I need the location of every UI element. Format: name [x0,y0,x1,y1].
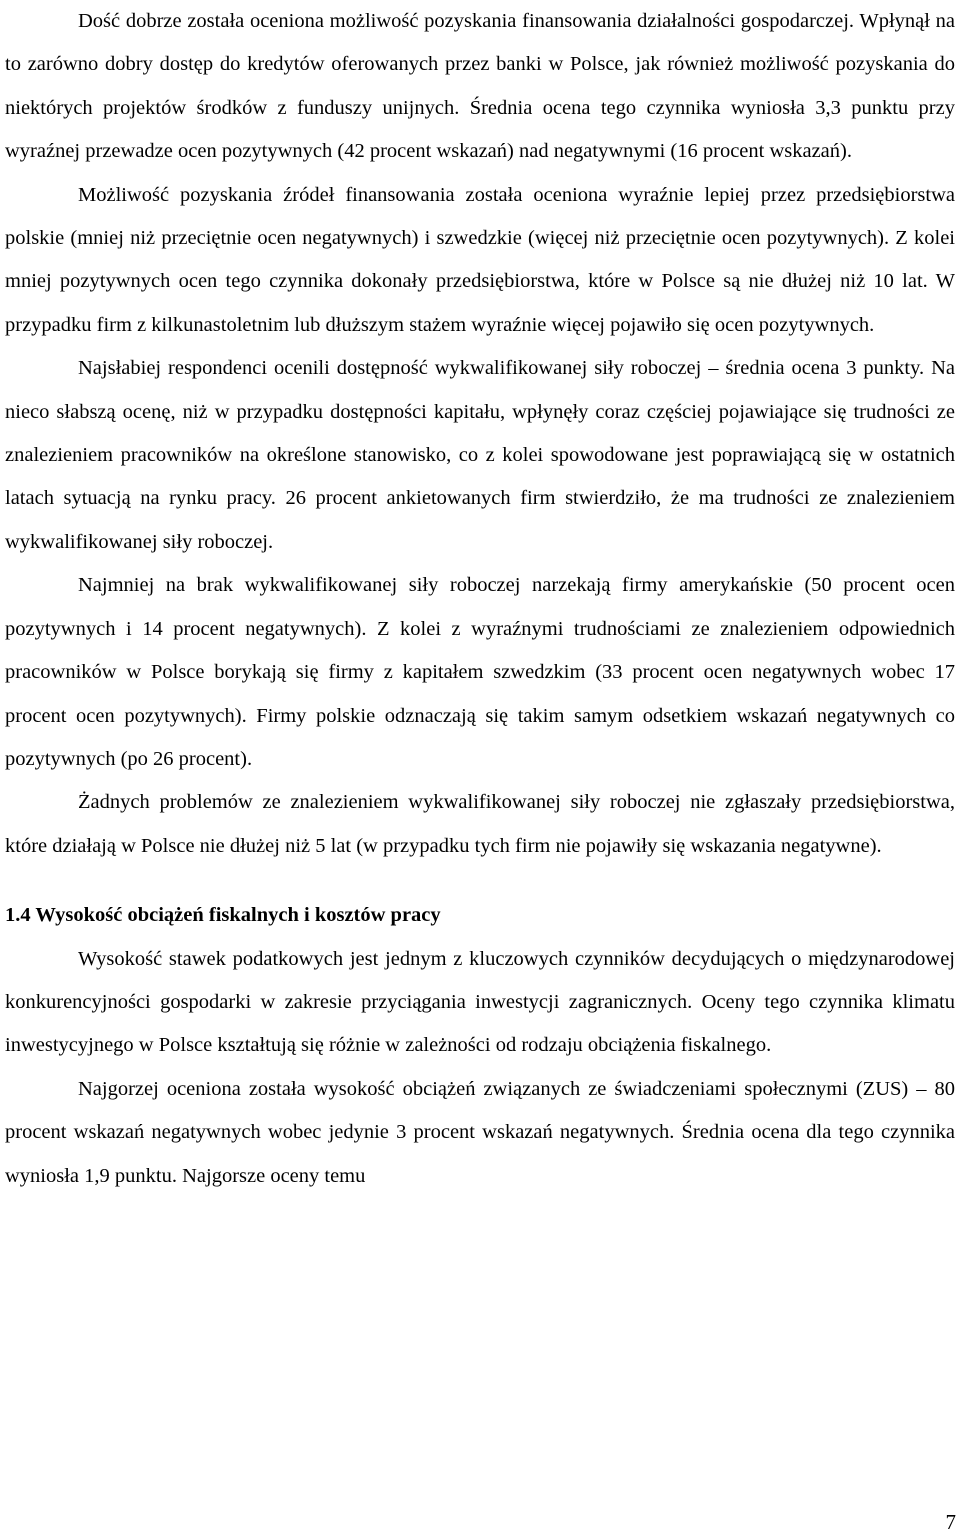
section-title: Wysokość obciążeń fiskalnych i kosztów pracy [35,904,441,927]
paragraph: Możliwość pozyskania źródeł finansowania została oceniona wyraźnie lepiej przez przedsiębiorstwa polskie (mniej niż przeciętnie ocen negatywnych) i szwedzkie (więcej niż przeciętnie ocen pozytywnych). Z kolei mniej pozytywnych ocen tego czynnika dokonały przedsiębiorstwa, które w Polsce są nie dłużej niż 10 lat. W przypadku firm z kilkunastoletnim lub dłuższym stażem wyraźnie więcej pojawiło się ocen pozytywnych. [5,183,955,336]
section-number: 1.4 [5,904,31,927]
document-page [5,0,955,1198]
paragraph: Żadnych problemów ze znalezieniem wykwalifikowanej siły roboczej nie zgłaszały przedsiębiorstwa, które działają w Polsce nie dłużej niż 5 lat (w przypadku tych firm nie pojawiły się wskazania negatywne). [5,791,955,857]
page-number: 7 [945,1510,956,1534]
paragraph: Najgorzej oceniona została wysokość obciążeń związanych ze świadczeniami społecznymi (ZUS) – 80 procent wskazań negatywnych wobec jedynie 3 procent wskazań negatywnych. Średnia ocena dla tego czynnika wyniosła 1,9 punktu. Najgorsze oceny temu [5,1077,955,1187]
paragraph: Dość dobrze została oceniona możliwość pozyskania finansowania działalności gospodarczej. Wpłynął na to zarówno dobry dostęp do kredytów oferowanych przez banki w Polsce, jak również możliwość pozyskania do niektórych projektów środków z funduszy unijnych. Średnia ocena tego czynnika wyniosła 3,3 punktu przy wyraźnej przewadze ocen pozytywnych (42 procent wskazań) nad negatywnymi (16 procent wskazań). [5,10,955,163]
paragraph: Wysokość stawek podatkowych jest jednym z kluczowych czynników decydujących o międzynarodowej konkurencyjności gospodarki w zakresie przyciągania inwestycji zagranicznych. Oceny tego czynnika klimatu inwestycyjnego w Polsce kształtują się różnie w zależności od rodzaju obciążenia fiskalnego. [5,947,955,1057]
section-heading [5,894,955,937]
paragraph: Najsłabiej respondenci ocenili dostępność wykwalifikowanej siły roboczej – średnia ocena 3 punkty. Na nieco słabszą ocenę, niż w przypadku dostępności kapitału, wpłynęły coraz częściej pojawiające się trudności ze znalezieniem pracowników na określone stanowisko, co z kolei spowodowane jest poprawiającą się w ostatnich latach sytuacją na rynku pracy. 26 procent ankietowanych firm stwierdziło, że ma trudności ze znalezieniem wykwalifikowanej siły roboczej. [5,357,955,553]
paragraph: Najmniej na brak wykwalifikowanej siły roboczej narzekają firmy amerykańskie (50 procent ocen pozytywnych i 14 procent negatywnych). Z kolei z wyraźnymi trudnościami ze znalezieniem odpowiednich pracowników w Polsce borykają się firmy z kapitałem szwedzkim (33 procent ocen negatywnych wobec 17 procent ocen pozytywnych). Firmy polskie odznaczają się takim samym odsetkiem wskazań negatywnych co pozytywnych (po 26 procent). [5,574,955,770]
